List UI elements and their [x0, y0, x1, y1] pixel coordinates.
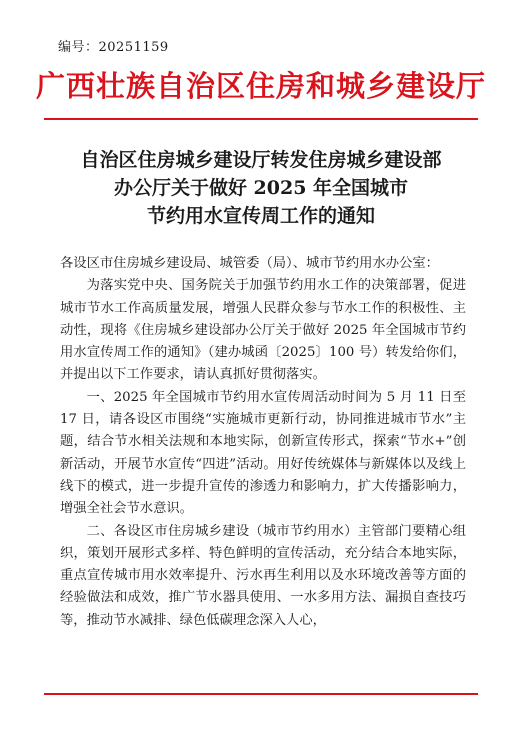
- paragraph-1: 一、2025 年全国城市节约用水宣传周活动时间为 5 月 11 日至 17 日，请各设区市围绕“实施城市更新行动，协同推进城市节水”主题，结合节水相关法规和本地实际，创新宣传形式，探索“节水+”创新活动，开展节水宣传“四进”活动。用好传统媒体与新媒体以及线上线下的模式，进一步提升宣传的渗透力和影响力，扩大传播影响力，增强全社会节水意识。: [60, 389, 466, 517]
- title-line-2: 办公厅关于做好 2025 年全国城市: [113, 177, 409, 199]
- document-number: 编号：20251159: [58, 40, 169, 55]
- title-line-3: 节约用水宣传周工作的通知: [146, 205, 375, 227]
- document-title: [0, 146, 522, 230]
- issuing-authority-header: 广西壮族自治区住房和城乡建设厅: [35, 69, 486, 103]
- document-body: [60, 253, 466, 632]
- red-header-rule: [44, 118, 478, 120]
- salutation: 各设区市住房城乡建设局、城管委（局）、城市节约用水办公室：: [60, 256, 439, 271]
- paragraph-intro: 为落实党中央、国务院关于加强节约用水工作的决策部署，促进城市节水工作高质量发展，增强人民群众参与节水工作的积极性、主动性，现将《住房城乡建设部办公厅关于做好 2025 年全国城市节约用水宣传周工作的通知》（建办城函〔2025〕100 号）转发给你们，并提出以下工作要求，请认真抓好贯彻落实。: [60, 278, 466, 383]
- red-footer-rule: [44, 693, 478, 695]
- title-line-1: 自治区住房城乡建设厅转发住房城乡建设部: [80, 149, 442, 171]
- paragraph-2: 二、各设区市住房城乡建设（城市节约用水）主管部门要精心组织，策划开展形式多样、特色鲜明的宣传活动，充分结合本地实际，重点宣传城市用水效率提升、污水再生利用以及水环境改善等方面的经验做法和成效，推广节水器具使用、一水多用方法、漏损自查技巧等，推动节水减排、绿色低碳理念深入人心，: [60, 523, 466, 628]
